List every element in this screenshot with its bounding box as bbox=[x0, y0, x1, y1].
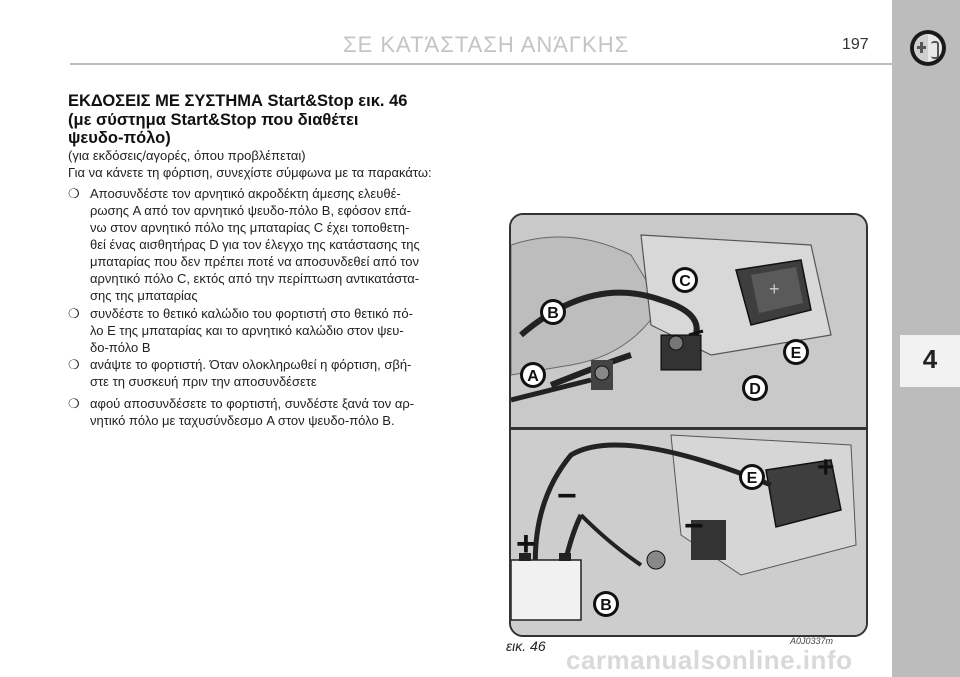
svg-text:A: A bbox=[527, 368, 539, 385]
list-item-line: αρνητικό πόλο C, εκτός από την περίπτωση αντικατάστα- bbox=[90, 271, 420, 286]
figure-code: A0J0337m bbox=[790, 636, 834, 646]
section-title: ΣΕ ΚΑΤΆΣΤΑΣΗ ΑΝΆΓΚΗΣ bbox=[343, 32, 630, 57]
list-item-line: συνδέστε το θετικό καλώδιο του φορτιστή στο θετικό πό- bbox=[90, 306, 413, 321]
bullet-icon: ❍ bbox=[68, 396, 80, 411]
figure-caption: εικ. 46 bbox=[506, 638, 546, 654]
list-item-line: λο E της μπαταρίας και το αρνητικό καλώδιο στον ψευ- bbox=[90, 323, 404, 338]
intro-text: Για να κάνετε τη φόρτιση, συνεχίστε σύμφωνα με τα παρακάτω: bbox=[68, 165, 432, 180]
list-item-line: μπαταρίας που δεν πρέπει ποτέ να αποσυνδεθεί από τον bbox=[90, 254, 419, 269]
label-c bbox=[672, 267, 698, 293]
bullet-icon: ❍ bbox=[68, 357, 80, 372]
list-item bbox=[90, 305, 460, 356]
battery-illustration bbox=[509, 213, 868, 637]
svg-text:B: B bbox=[547, 305, 559, 322]
pole-minus-sign: − bbox=[684, 507, 704, 545]
figure-divider bbox=[511, 427, 866, 430]
pole-plus-sign: + bbox=[817, 451, 835, 484]
list-item-line: νω στον αρνητικό πόλο της μπαταρίας C έχει τοποθετη- bbox=[90, 220, 410, 235]
list-item-line: ανάψτε το φορτιστή. Όταν ολοκληρωθεί η φόρτιση, σβή- bbox=[90, 357, 412, 372]
list-item bbox=[90, 356, 460, 390]
cover-plus-sign: + bbox=[769, 279, 780, 299]
pseudo-pole-bolt-shape bbox=[595, 366, 609, 380]
label-b bbox=[540, 299, 566, 325]
svg-text:E: E bbox=[746, 470, 758, 487]
list-item-line: σης της μπαταρίας bbox=[90, 288, 198, 303]
alfa-romeo-logo-icon bbox=[910, 30, 946, 66]
charger-box-shape bbox=[511, 560, 581, 620]
svg-text:E: E bbox=[790, 345, 802, 362]
label-d bbox=[742, 375, 768, 401]
svg-text:C: C bbox=[679, 273, 691, 290]
list-item bbox=[90, 395, 460, 429]
list-item-line: νητικό πόλο με ταχυσύνδεσμο A στον ψευδο-πόλο B. bbox=[90, 413, 395, 428]
bullet-icon: ❍ bbox=[68, 186, 80, 201]
list-item-line: δο-πόλο B bbox=[90, 340, 151, 355]
heading-line: ΕΚΔΟΣΕΙΣ ΜΕ ΣΥΣΤΗΜΑ Start&Stop εικ. 46 bbox=[68, 92, 408, 110]
engine-bay-drawing bbox=[511, 215, 866, 635]
list-item-line: στε τη συσκευή πριν την αποσυνδέσετε bbox=[90, 374, 317, 389]
list-item-line: αφού αποσυνδέσετε το φορτιστή, συνδέστε ξανά τον αρ- bbox=[90, 396, 415, 411]
subtitle: (για εκδόσεις/αγορές, όπου προβλέπεται) bbox=[68, 148, 306, 163]
negative-pole-c-shape bbox=[669, 336, 683, 350]
label-b-bottom bbox=[593, 591, 619, 617]
list-item-line: θεί ένας αισθητήρας D για τον έλεγχο της κατάστασης της bbox=[90, 237, 420, 252]
bottom-pseudo-pole-shape bbox=[647, 551, 665, 569]
chapter-number-box[interactable] bbox=[900, 335, 960, 387]
label-a bbox=[520, 362, 546, 388]
page-number: 197 bbox=[842, 36, 869, 53]
svg-text:B: B bbox=[600, 597, 612, 614]
label-e bbox=[783, 339, 809, 365]
chapter-number: 4 bbox=[922, 344, 938, 374]
watermark: carmanualsonline.info bbox=[566, 645, 853, 675]
label-e-bottom bbox=[739, 464, 765, 490]
svg-text:D: D bbox=[749, 381, 761, 398]
charger-minus-sign: − bbox=[557, 477, 577, 515]
charger-terminal-right bbox=[559, 553, 571, 561]
list-item bbox=[90, 185, 460, 304]
heading-line: ψευδο-πόλο) bbox=[68, 129, 171, 147]
heading-line: (με σύστημα Start&Stop που διαθέτει bbox=[68, 110, 359, 129]
list-item-line: ρωσης A από τον αρνητικό ψευδο-πόλο B, εφόσον επά- bbox=[90, 203, 411, 218]
charger-plus-sign: + bbox=[516, 525, 536, 563]
header-divider bbox=[70, 63, 892, 65]
list-item-line: Αποσυνδέστε τον αρνητικό ακροδέκτη άμεσης ελευθέ- bbox=[90, 186, 401, 201]
bullet-icon: ❍ bbox=[68, 306, 80, 321]
section-heading bbox=[68, 92, 468, 148]
